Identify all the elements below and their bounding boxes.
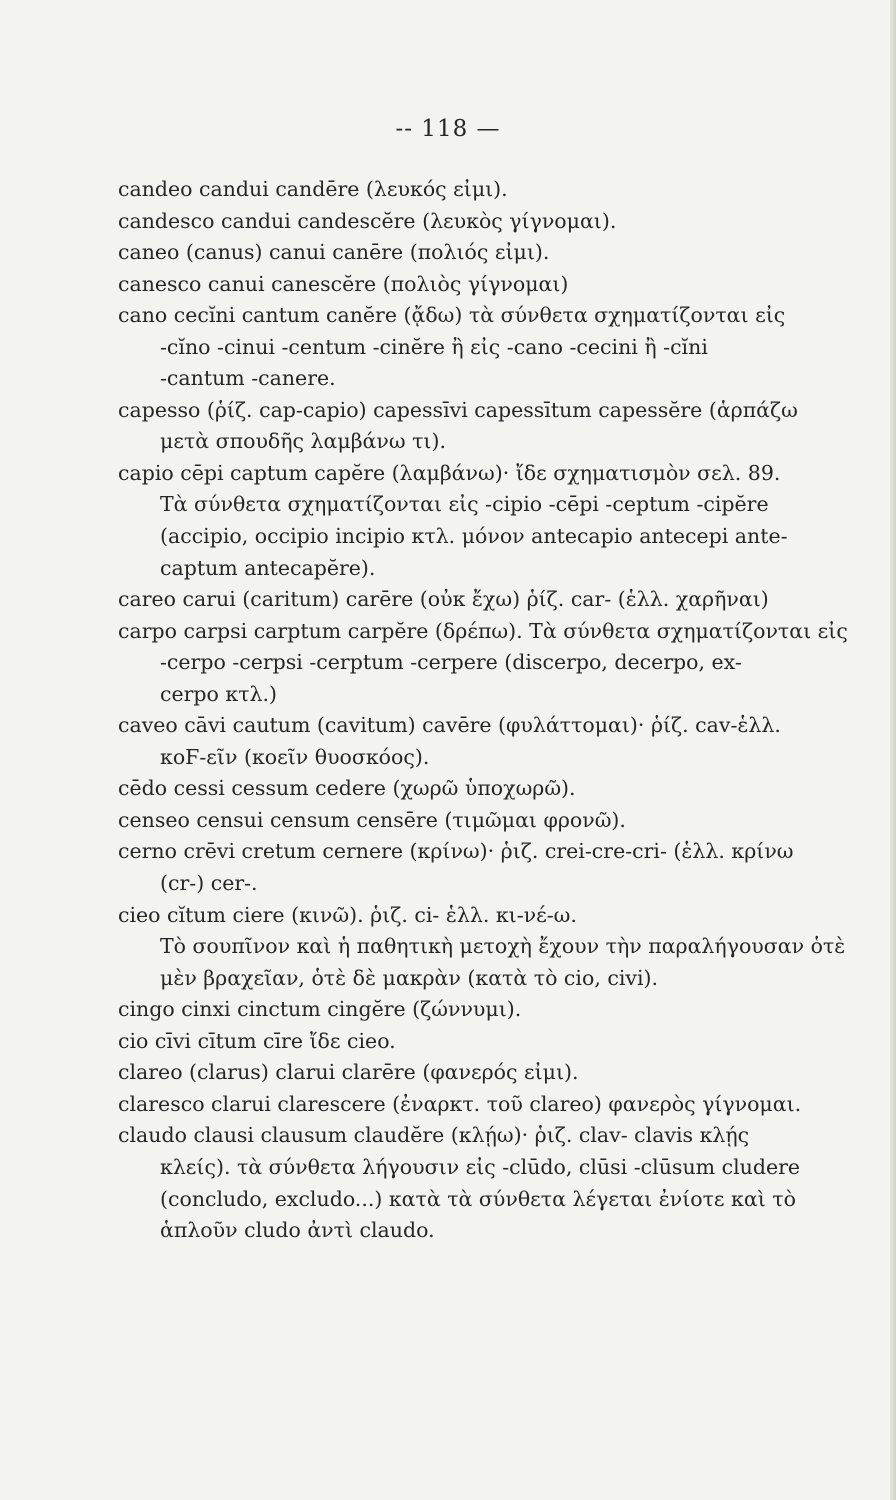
entry-continuation-line: -cerpo -cerpsi -cerptum -cerpere (discerpo, decerpo, ex- [160, 650, 742, 675]
entry-line: censeo censui censum censēre (τιμῶμαι φρονῶ). [118, 807, 626, 832]
entry-line: cingo cinxi cinctum cingĕre (ζώννυμι). [118, 997, 522, 1022]
entry-line: candeo candui candēre (λευκός εἰμι). [118, 177, 508, 201]
entry-line: cano cecĭni cantum canĕre (ᾄδω) τὰ σύνθετα σχηματίζονται εἰς [118, 303, 786, 328]
entry-line: capesso (ῥίζ. cap-capio) capessīvi capessītum capessĕre (ἁρπάζω [118, 397, 798, 422]
entry-continuation-line: (cr-) cer-. [160, 871, 258, 896]
entry-line: claudo clausi clausum claudĕre (κλῄω)· ῥιζ. clav- clavis κλῄς [118, 1123, 750, 1148]
entry-line: claresco clarui clarescere (ἐναρκτ. τοῦ clareo) φανερὸς γίγνομαι. [118, 1091, 802, 1116]
entry-continuation-line: (concludo, excludo...) κατὰ τὰ σύνθετα λέγεται ἐνίοτε καὶ τὸ [160, 1186, 796, 1211]
entry-continuation-line: captum antecapĕre). [160, 555, 376, 580]
entry-line: capio cēpi captum capĕre (λαμβάνω)· ἴδε σχηματισμὸν σελ. 89. [118, 460, 781, 485]
entry-line: candesco candui candescĕre (λευκὸς γίγνομαι). [118, 208, 617, 233]
entry-line: cio cīvi cītum cīre ἴδε cieo. [118, 1028, 396, 1053]
entry-continuation-line: μὲν βραχεῖαν, ὁτὲ δὲ μακρὰν (κατὰ τὸ cio, civi). [160, 965, 659, 990]
entry-line: caveo cāvi cautum (cavitum) cavēre (φυλάττομαι)· ῥίζ. cav-ἑλλ. [118, 713, 781, 738]
entry-continuation-line: -cantum -canere. [160, 366, 336, 391]
entry-line: canesco canui canescĕre (πολιὸς γίγνομαι) [118, 271, 569, 296]
entry-line: careo carui (caritum) carēre (οὐκ ἔχω) ῥίζ. car- (ἑλλ. χαρῆναι) [118, 587, 769, 612]
entry-line: cēdo cessi cessum cedere (χωρῶ ὑποχωρῶ). [118, 776, 576, 801]
entry-line: carpo carpsi carptum carpĕre (δρέπω). Τὰ σύνθετα σχηματίζονται εἰς [118, 618, 848, 643]
entry-continuation-line: Τὸ σουπῖνον καὶ ἡ παθητικὴ μετοχὴ ἔχουν τὴν παραλήγουσαν ὁτὲ [160, 934, 846, 959]
entry-continuation-line: Τὰ σύνθετα σχηματίζονται εἰς -cipio -cēpi -ceptum -cipĕre [160, 492, 769, 517]
dictionary-entries [118, 174, 892, 1247]
entry-line: cerno crēvi cretum cernere (κρίνω)· ῥιζ. crei-cre-cri- (ἑλλ. κρίνω [118, 839, 794, 864]
entry-continuation-line: ἁπλοῦν cludo ἀντὶ claudo. [160, 1218, 435, 1243]
page-number: -- 118 — [395, 116, 501, 142]
entry-continuation-line: κοϜ-εῖν (κοεῖν θυοσκόος). [160, 744, 430, 769]
entry-continuation-line: (accipio, occipio incipio κτλ. μόνον antecapio antecepi ante- [160, 524, 788, 549]
entry-continuation-line: -cĭno -cinui -centum -cinĕre ἢ εἰς -cano -cecini ἢ -cĭni [160, 334, 708, 359]
entry-continuation-line: μετὰ σπουδῆς λαμβάνω τι). [160, 429, 446, 454]
entry-line: cieo cĭtum ciere (κινῶ). ῥιζ. ci- ἑλλ. κι-νέ-ω. [118, 902, 577, 927]
entry-continuation-line: κλείς). τὰ σύνθετα λήγουσιν εἰς -clūdo, clūsi -clūsum cludere [160, 1154, 801, 1179]
entry-line: clareo (clarus) clarui clarēre (φανερός εἰμι). [118, 1060, 579, 1085]
entry-continuation-line: cerpo κτλ.) [160, 681, 278, 706]
entry-line: caneo (canus) canui canēre (πολιός εἰμι). [118, 240, 550, 265]
